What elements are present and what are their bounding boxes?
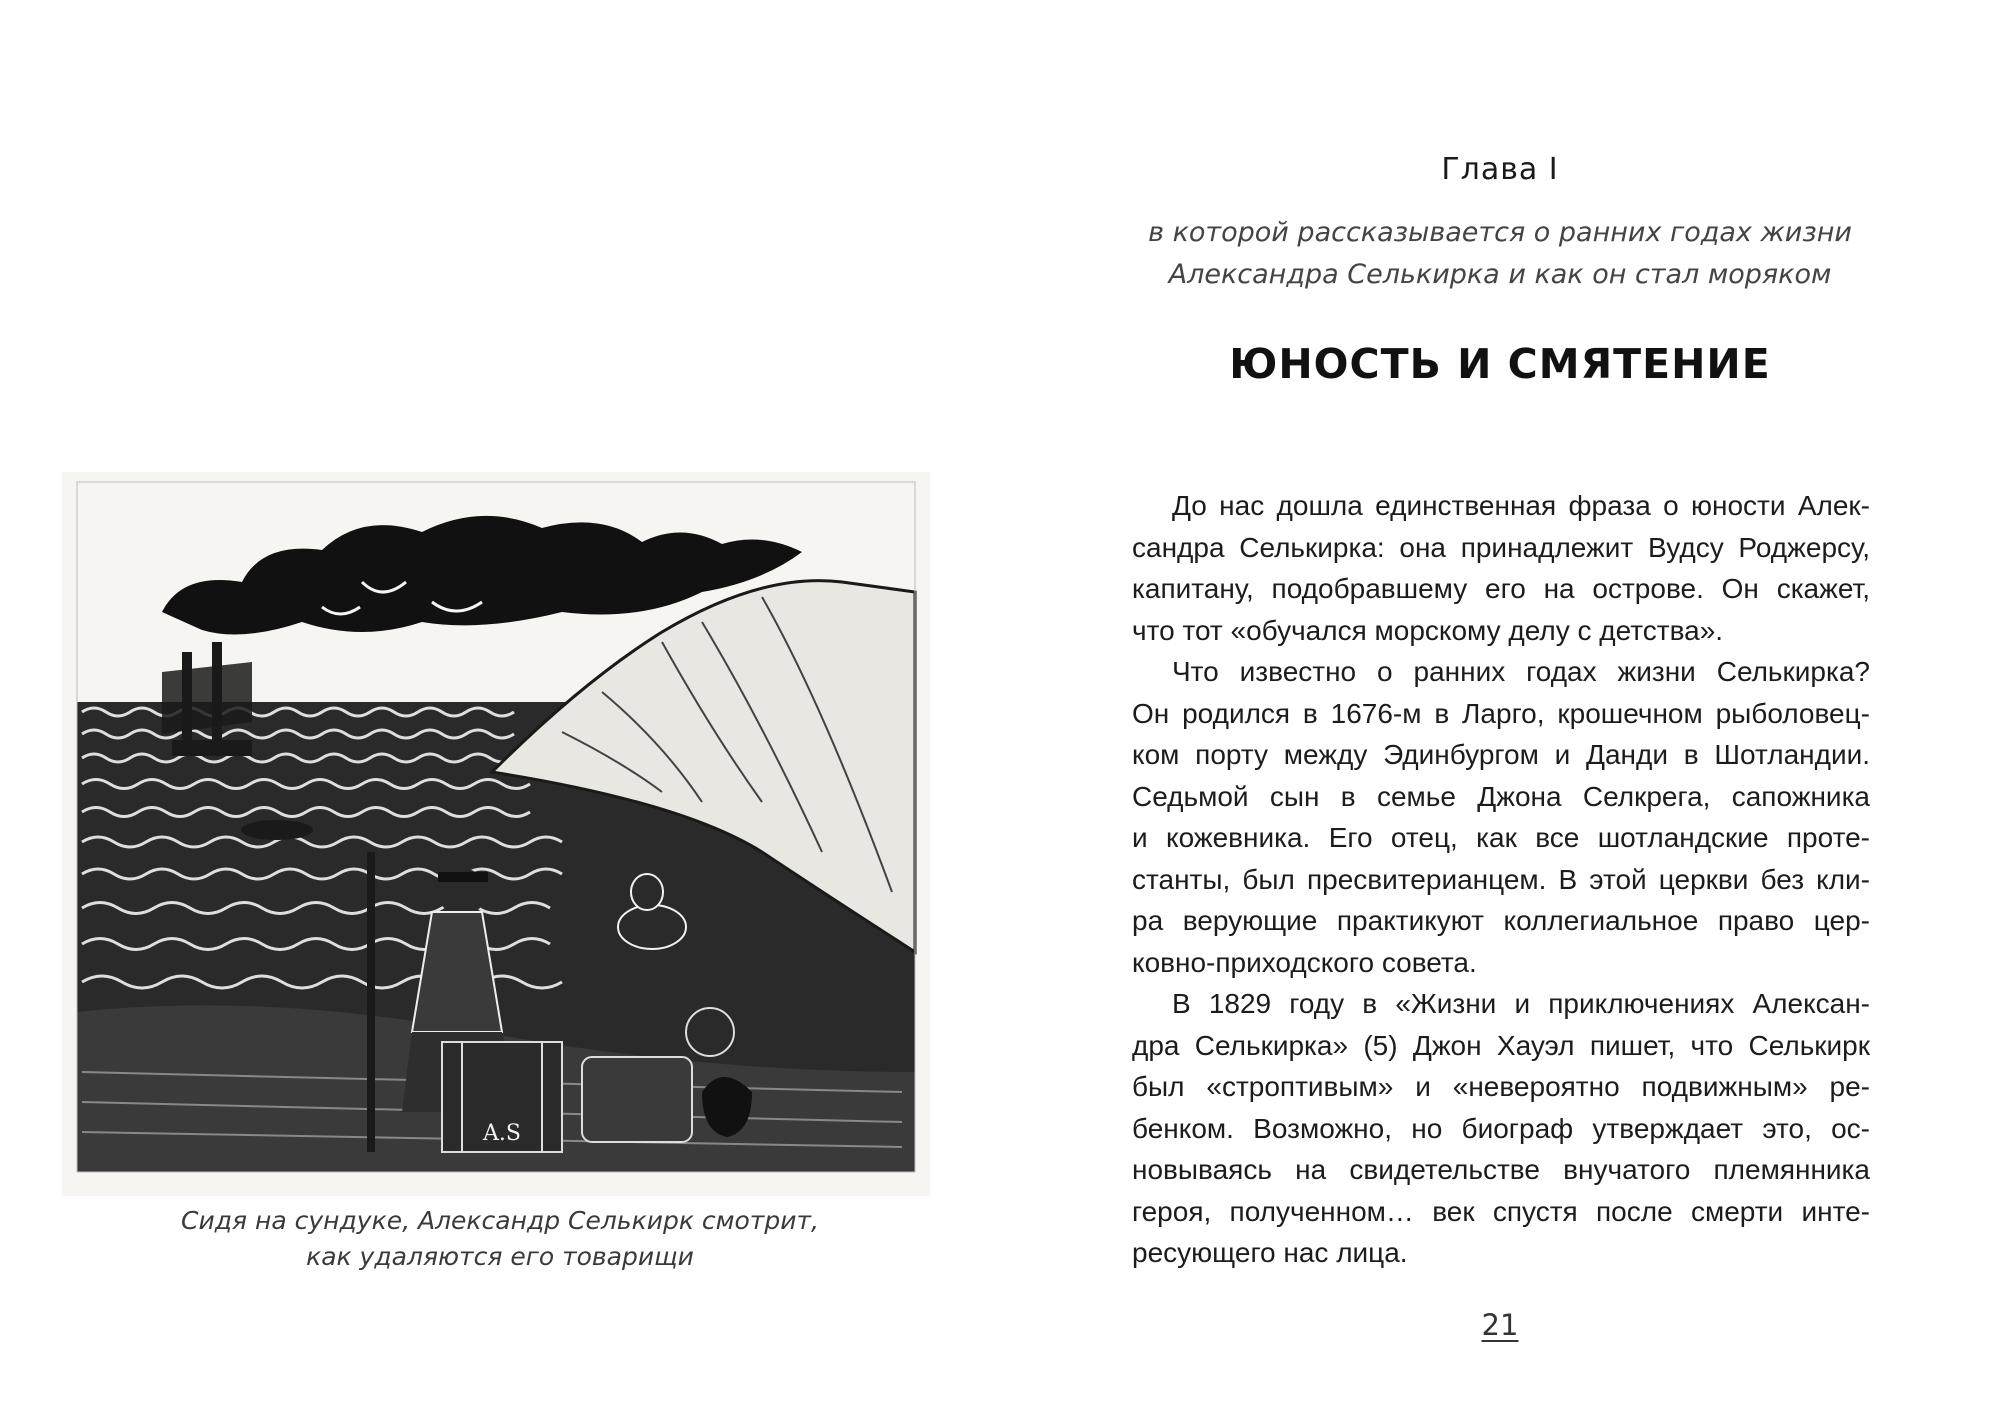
illustration-caption xyxy=(150,1203,850,1275)
engraving-castaway-on-shore-icon xyxy=(62,472,930,1196)
body-line: Он родился в 1676-м в Ларго, крошечном рыболовец- xyxy=(1132,697,1870,729)
body-line: станты, был пресвитерианцем. В этой церкви без кли- xyxy=(1132,863,1870,895)
body-line: ком порту между Эдинбургом и Данди в Шотландии. xyxy=(1132,739,1870,770)
body-line: В 1829 году в «Жизни и приключениях Алексан- xyxy=(1172,988,1870,1019)
body-line: был «строптивым» и «невероятно подвижным» ре- xyxy=(1132,1071,1870,1102)
body-line: ра верующие практикуют коллегиальное право цер- xyxy=(1132,905,1870,936)
body-line: дра Селькирка» (5) Джон Хауэл пишет, что Селькирк xyxy=(1132,1029,1870,1061)
chest-initials: A.S xyxy=(483,1121,521,1146)
subtitle-line: Александра Селькирка и как он стал моряком xyxy=(1168,259,1832,290)
body-text xyxy=(1132,485,1870,1274)
body-line: Что известно о ранних годах жизни Селькирка? xyxy=(1172,656,1870,687)
body-line: и кожевника. Его отец, как все шотландские проте- xyxy=(1132,822,1870,853)
page-number: 21 xyxy=(1481,1308,1519,1342)
body-line: ресующего нас лица. xyxy=(1132,1237,1408,1268)
caption-line: Сидя на сундуке, Александр Селькирк смотрит, xyxy=(181,1206,819,1235)
chapter-title: ЮНОСТЬ И СМЯТЕНИЕ xyxy=(1229,340,1771,388)
castaway-engraving xyxy=(62,472,930,1196)
chapter-subtitle xyxy=(1100,212,1900,296)
body-line: ковно-приходского совета. xyxy=(1132,946,1477,978)
caption-line: как удаляются его товарищи xyxy=(306,1242,694,1271)
body-line: сандра Селькирка: она принадлежит Вудсу Роджерсу, xyxy=(1132,531,1870,563)
body-line: что тот «обучался морскому делу с детства». xyxy=(1132,614,1724,646)
body-line: героя, полученном… век спустя после смерти инте- xyxy=(1132,1195,1870,1227)
body-line: До нас дошла единственная фраза о юности Алек- xyxy=(1172,490,1870,521)
body-line: бенком. Возможно, но биограф утверждает это, ос- xyxy=(1132,1112,1870,1144)
body-line: Седьмой сын в семье Джона Селкрега, сапожника xyxy=(1132,780,1870,812)
body-line: новываясь на свидетельстве внучатого племянника xyxy=(1132,1154,1870,1185)
chapter-label: Глава I xyxy=(1441,152,1559,187)
subtitle-line: в которой рассказывается о ранних годах жизни xyxy=(1148,217,1852,248)
body-line: капитану, подобравшему его на острове. Он скажет, xyxy=(1132,573,1870,604)
